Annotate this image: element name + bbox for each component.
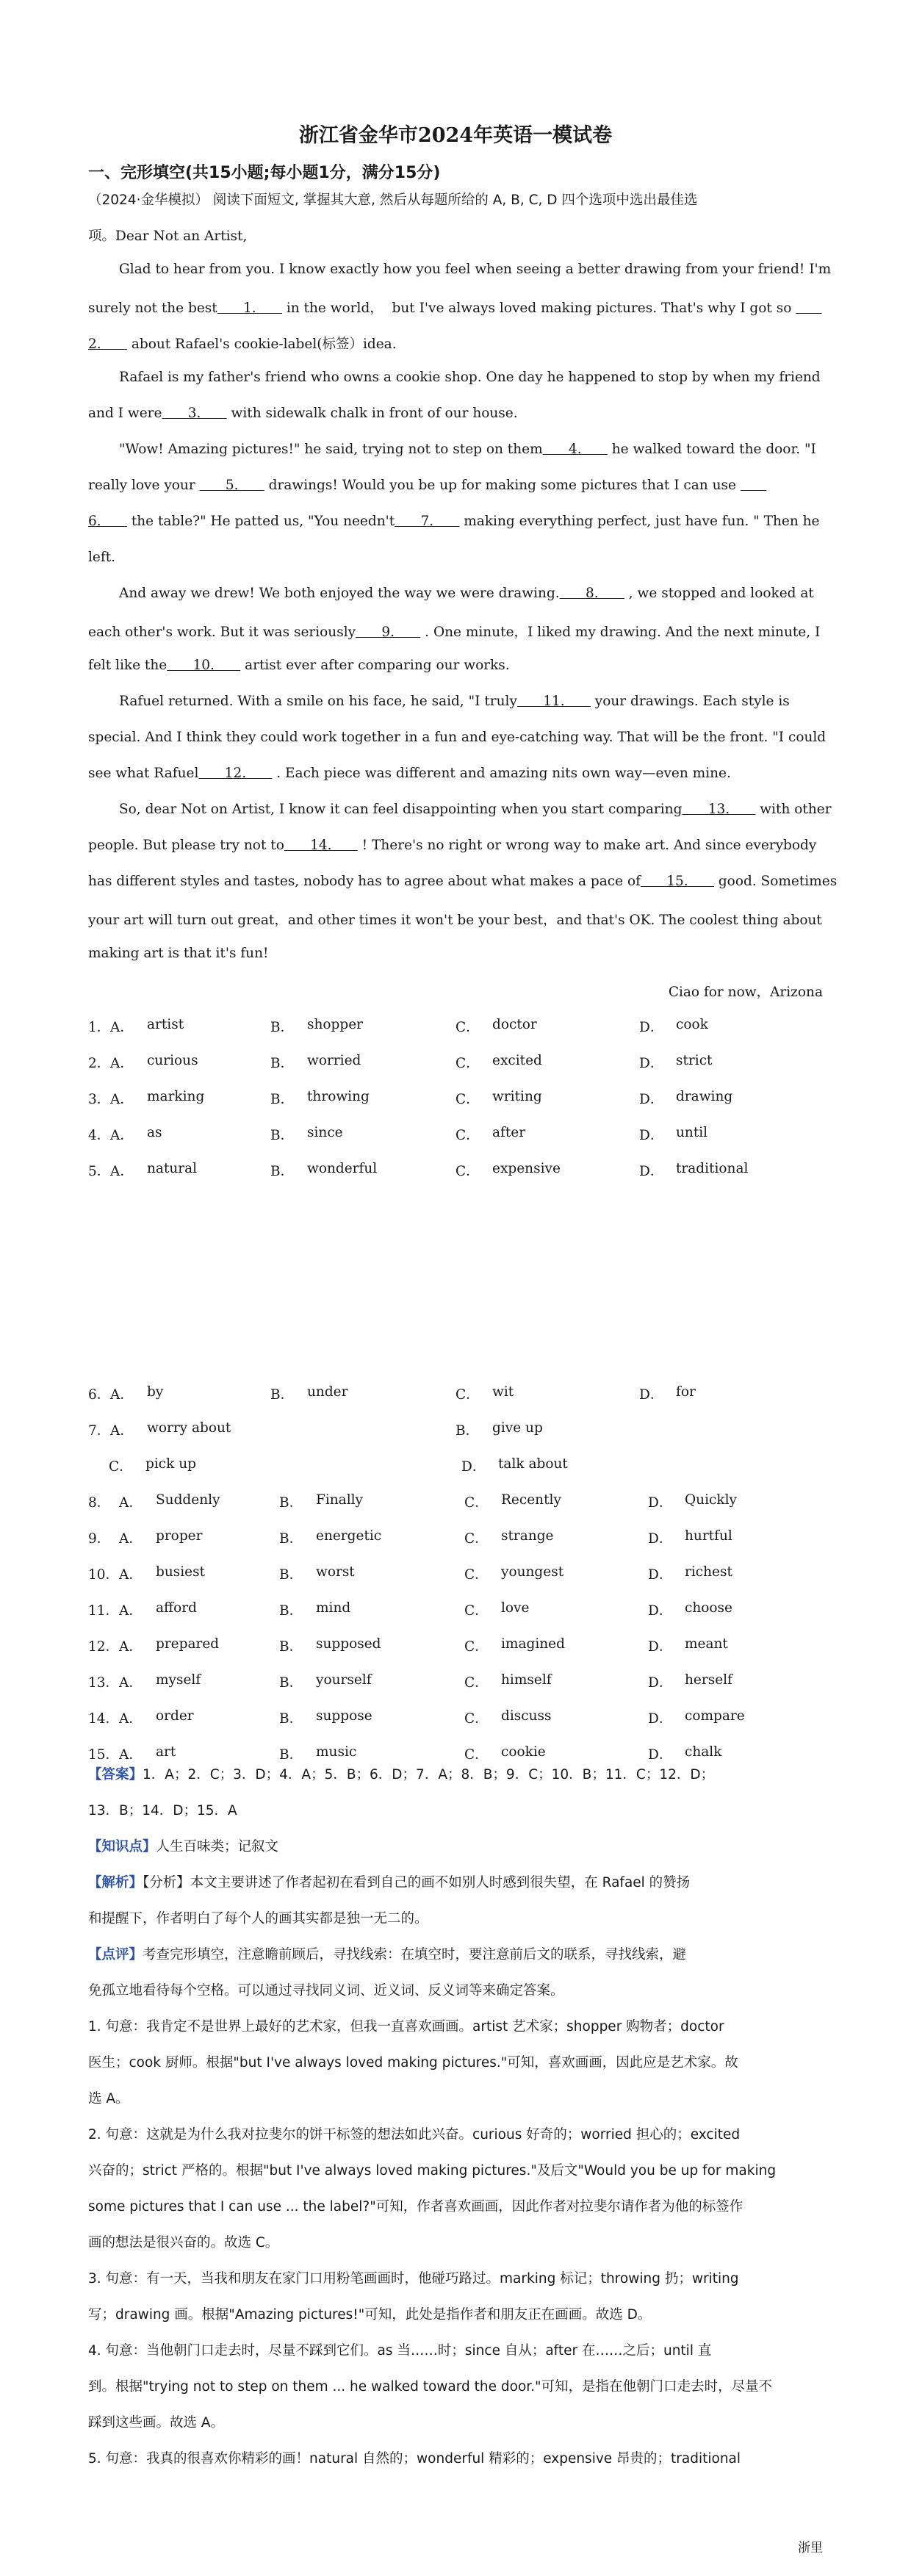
option-b: yourself xyxy=(316,1672,372,1688)
option-letter: D． xyxy=(648,1675,673,1691)
blank-7[interactable]: 7. xyxy=(395,514,460,529)
analysis-label: 【解析】 xyxy=(88,1875,143,1890)
option-letter: D． xyxy=(639,1056,664,1071)
passage-line xyxy=(88,658,510,673)
explanation-line: 兴奋的；strict 严格的。根据"but I've always loved making pictures."及后文"Would you be up for making xyxy=(88,2163,777,2179)
passage-text: ! There's no right or wrong way to make art. And since everybody xyxy=(357,838,817,853)
explanation-line: 3. 句意：有一天，当我和朋友在家门口用粉笔画画时，他碰巧路过。marking 标记；throwing 扔；writing xyxy=(88,2271,739,2287)
option-d: hurtful xyxy=(685,1528,732,1544)
option-letter: C． xyxy=(464,1711,489,1727)
passage-text: really love your xyxy=(88,478,200,493)
option-a: Suddenly xyxy=(156,1492,220,1508)
answer-text: 1．A；2．C；3．D；4．A；5．B；6．D；7．A；8．B；9．C；10．B；11．C；12．D； xyxy=(143,1767,715,1782)
question-number: 14． xyxy=(88,1711,120,1727)
blank-11[interactable]: 11. xyxy=(516,694,591,709)
question-number: 13． xyxy=(88,1675,120,1691)
option-letter: A． xyxy=(110,1020,134,1035)
passage-text: with other xyxy=(755,802,832,817)
blank-8[interactable]: 8. xyxy=(559,586,624,601)
option-letter: A． xyxy=(110,1423,134,1439)
option-d: chalk xyxy=(685,1744,722,1760)
passage-text: felt like the xyxy=(88,658,168,673)
passage-line: making art is that it's fun! xyxy=(88,946,269,961)
passage-text: he walked toward the door. "I xyxy=(607,442,816,457)
option-a: curious xyxy=(147,1053,198,1068)
instruction-line: 项。Dear Not an Artist, xyxy=(88,229,248,244)
option-a: worry about xyxy=(147,1420,231,1436)
passage-line xyxy=(88,514,820,529)
explanation-line: 写；drawing 画。根据"Amazing pictures!"可知，此处是指作者和朋友正在画画。故选 D。 xyxy=(88,2307,652,2323)
passage-line: special. And I think they could work together in a fun and eye-catching way. That will be the front. "I could xyxy=(88,730,827,745)
question-number: 9． xyxy=(88,1531,111,1547)
explanation-line: 2. 句意：这就是为什么我对拉斐尔的饼干标签的想法如此兴奋。curious 好奇的；worried 担心的；excited xyxy=(88,2127,741,2143)
answer-line xyxy=(88,1764,714,1783)
passage-text: each other's work. But it was seriously xyxy=(88,625,356,640)
blank-5[interactable]: 5. xyxy=(199,478,264,493)
signoff: Ciao for now，Arizona xyxy=(668,985,823,1000)
passage-text: and I were xyxy=(88,406,162,421)
passage-line xyxy=(88,766,731,781)
question-number: 8． xyxy=(88,1495,111,1511)
option-a: marking xyxy=(147,1089,205,1104)
option-c: after xyxy=(492,1125,526,1140)
option-d: richest xyxy=(685,1564,732,1580)
option-a: natural xyxy=(147,1161,198,1176)
option-letter: D． xyxy=(639,1128,664,1143)
option-b: Finally xyxy=(316,1492,363,1508)
blank-3[interactable]: 3. xyxy=(162,406,227,421)
option-d: cook xyxy=(676,1017,708,1032)
option-letter: B． xyxy=(279,1567,303,1583)
passage-text: "Wow! Amazing pictures!" he said, trying not to step on them xyxy=(119,442,543,457)
option-letter: B． xyxy=(270,1128,295,1143)
passage-text: So, dear Not on Artist, I know it can feel disappointing when you start comparing xyxy=(119,802,683,817)
option-d: until xyxy=(676,1125,708,1140)
question-number: 4． xyxy=(88,1128,111,1143)
passage-text: Rafuel returned. With a smile on his face, he said, "I truly xyxy=(119,694,517,709)
option-letter: C． xyxy=(464,1639,489,1655)
explanation-line: 选 A。 xyxy=(88,2091,129,2107)
option-letter: D． xyxy=(639,1164,664,1179)
option-c: wit xyxy=(492,1384,514,1400)
option-letter: C． xyxy=(455,1020,480,1035)
blank-12[interactable]: 12. xyxy=(198,766,273,781)
option-letter: C． xyxy=(464,1495,489,1511)
option-c: Recently xyxy=(501,1492,561,1508)
passage-text: And away we drew! We both enjoyed the way we were drawing. xyxy=(119,586,560,601)
option-d: herself xyxy=(685,1672,732,1688)
option-letter: B． xyxy=(279,1531,303,1547)
option-c: strange xyxy=(501,1528,554,1544)
blank-6[interactable]: 6. xyxy=(88,514,127,529)
option-a: proper xyxy=(156,1528,203,1544)
option-c: himself xyxy=(501,1672,552,1688)
option-letter: A． xyxy=(119,1639,143,1655)
question-number: 7． xyxy=(88,1423,111,1439)
option-a: art xyxy=(156,1744,176,1760)
option-letter: C． xyxy=(455,1056,480,1071)
passage-line xyxy=(88,334,397,353)
option-letter: D． xyxy=(461,1459,486,1475)
option-c: excited xyxy=(492,1053,542,1068)
option-letter: C． xyxy=(464,1531,489,1547)
passage-text: your drawings. Each style is xyxy=(590,694,790,709)
knowledge-text: 人生百味类；记叙文 xyxy=(156,1839,279,1854)
passage-line xyxy=(119,802,832,817)
option-b: since xyxy=(307,1125,343,1140)
blank-13[interactable]: 13. xyxy=(682,802,756,817)
option-letter: D． xyxy=(648,1495,673,1511)
option-c: cookie xyxy=(501,1744,546,1760)
option-letter: C． xyxy=(109,1459,133,1475)
option-b: music xyxy=(316,1744,357,1760)
option-letter: C． xyxy=(464,1675,489,1691)
option-letter: D． xyxy=(648,1531,673,1547)
explanation-line: 踩到这些画。故选 A。 xyxy=(88,2415,225,2431)
option-b: wonderful xyxy=(307,1161,378,1176)
passage-text: . One minute，I liked my drawing. And the next minute, I xyxy=(420,625,821,640)
option-letter: B． xyxy=(270,1092,295,1107)
option-letter: D． xyxy=(648,1603,673,1619)
passage-line xyxy=(88,406,518,421)
instruction-line: （2024·金华模拟） 阅读下面短文, 掌握其大意, 然后从每题所给的 A, B, C, D 四个选项中选出最佳选 xyxy=(88,193,698,208)
option-a: prepared xyxy=(156,1636,220,1652)
passage-text: surely not the best xyxy=(88,301,217,316)
option-b: shopper xyxy=(307,1017,364,1032)
question-number: 6． xyxy=(88,1387,111,1403)
passage-text: has different styles and tastes, nobody has to agree about what makes a pace of xyxy=(88,874,641,889)
section-heading: 一、完形填空(共15小题;每小题1分，满分15分) xyxy=(88,164,441,182)
option-b: worried xyxy=(307,1053,361,1068)
passage-text: the table?" He patted us, "You needn't xyxy=(126,514,395,529)
option-letter: C． xyxy=(464,1567,489,1583)
question-number: 10． xyxy=(88,1567,120,1583)
option-letter: C． xyxy=(464,1747,489,1763)
blank-4[interactable]: 4. xyxy=(542,442,608,457)
option-letter: D． xyxy=(648,1639,673,1655)
option-letter: A． xyxy=(119,1603,143,1619)
option-letter: D． xyxy=(648,1567,673,1583)
option-letter: D． xyxy=(639,1387,664,1403)
option-letter: A． xyxy=(110,1056,134,1071)
option-a: artist xyxy=(147,1017,184,1032)
passage-text: , we stopped and looked at xyxy=(624,586,814,601)
option-b: energetic xyxy=(316,1528,382,1544)
option-letter: A． xyxy=(119,1567,143,1583)
question-number: 12． xyxy=(88,1639,120,1655)
option-letter: B． xyxy=(279,1495,303,1511)
explanation-line: 5. 句意：我真的很喜欢你精彩的画！natural 自然的；wonderful 精彩的；expensive 昂贵的；traditional xyxy=(88,2451,741,2467)
option-b: under xyxy=(307,1384,348,1400)
option-letter: D． xyxy=(639,1092,664,1107)
explanation-line: 4. 句意：当他朝门口走去时，尽量不踩到它们。as 当……时；since 自从；after 在……之后；until 直 xyxy=(88,2343,712,2359)
option-letter: D． xyxy=(648,1711,673,1727)
option-c: love xyxy=(501,1600,530,1616)
option-letter: B． xyxy=(279,1747,303,1763)
option-c: discuss xyxy=(501,1708,552,1724)
option-c: writing xyxy=(492,1089,542,1104)
option-letter: A． xyxy=(119,1495,143,1511)
option-d: strict xyxy=(676,1053,713,1068)
blank-10[interactable]: 10. xyxy=(167,658,241,673)
knowledge-label: 【知识点】 xyxy=(88,1839,156,1854)
option-letter: B． xyxy=(455,1423,480,1439)
passage-text: see what Rafuel xyxy=(88,766,199,781)
option-d: compare xyxy=(685,1708,745,1724)
option-b: mind xyxy=(316,1600,351,1616)
passage-line xyxy=(88,478,766,493)
blank-1[interactable]: 1. xyxy=(217,301,282,316)
passage-text: good. Sometimes xyxy=(713,874,838,889)
explanation-line: 画的想法是很兴奋的。故选 C。 xyxy=(88,2235,279,2251)
option-d: talk about xyxy=(498,1456,568,1472)
passage-line xyxy=(88,622,820,641)
option-letter: A． xyxy=(119,1711,143,1727)
passage-line: Glad to hear from you. I know exactly how you feel when seeing a better drawing from your friend! I'm xyxy=(119,262,832,277)
option-b: suppose xyxy=(316,1708,372,1724)
option-letter: B． xyxy=(270,1056,295,1071)
option-a: myself xyxy=(156,1672,201,1688)
option-letter: B． xyxy=(270,1387,295,1403)
passage-line xyxy=(119,586,814,601)
answer-line: 13．B；14．D；15．A xyxy=(88,1803,237,1818)
option-d: Quickly xyxy=(685,1492,737,1508)
passage-line: left. xyxy=(88,550,116,565)
option-c: doctor xyxy=(492,1017,537,1032)
passage-text: about Rafael's cookie-label(标签）idea. xyxy=(126,337,397,352)
option-letter: C． xyxy=(455,1164,480,1179)
option-c: imagined xyxy=(501,1636,565,1652)
question-number: 1． xyxy=(88,1020,111,1035)
comment-text: 考查完形填空，注意瞻前顾后，寻找线索：在填空时，要注意前后文的联系，寻找线索，避 xyxy=(143,1947,687,1962)
option-b: worst xyxy=(316,1564,355,1580)
passage-text: artist ever after comparing our works. xyxy=(240,658,510,673)
option-letter: D． xyxy=(639,1020,664,1035)
option-letter: C． xyxy=(455,1387,480,1403)
question-number: 11． xyxy=(88,1603,120,1619)
option-c: pick up xyxy=(145,1456,196,1472)
explanation-line: 到。根据"trying not to step on them ... he walked toward the door."可知，是指在他朝门口走去时，尽量不 xyxy=(88,2379,773,2395)
option-letter: B． xyxy=(270,1020,295,1035)
option-d: traditional xyxy=(676,1161,749,1176)
option-a: as xyxy=(147,1125,162,1140)
explanation-line: 1. 句意：我肯定不是世界上最好的艺术家，但我一直喜欢画画。artist 艺术家；shopper 购物者；doctor xyxy=(88,2019,724,2034)
analysis-line: 和提醒下，作者明白了每个人的画其实都是独一无二的。 xyxy=(88,1911,428,1926)
blank-2-tail[interactable] xyxy=(796,301,821,316)
question-number: 15． xyxy=(88,1747,120,1763)
option-a: by xyxy=(147,1384,164,1400)
option-letter: B． xyxy=(270,1164,295,1179)
option-b: throwing xyxy=(307,1089,370,1104)
blank-9[interactable]: 9. xyxy=(356,625,421,640)
passage-line: Rafael is my father's friend who owns a cookie shop. One day he happened to stop by when my friend xyxy=(119,370,821,385)
option-letter: A． xyxy=(110,1128,134,1143)
blank-15[interactable]: 15. xyxy=(640,874,714,889)
passage-text: people. But please try not to xyxy=(88,838,284,853)
passage-line xyxy=(88,838,816,853)
option-c: youngest xyxy=(501,1564,564,1580)
option-letter: A． xyxy=(119,1531,143,1547)
comment-label: 【点评】 xyxy=(88,1947,143,1962)
blank-2[interactable]: 2. xyxy=(88,337,127,352)
option-letter: A． xyxy=(110,1387,134,1403)
passage-text: with sidewalk chalk in front of our house. xyxy=(226,406,518,421)
option-letter: C． xyxy=(455,1092,480,1107)
answer-label: 【答案】 xyxy=(88,1767,143,1782)
analysis-line xyxy=(88,1872,690,1891)
comment-line: 免孤立地看待每个空格。可以通过寻找同义词、近义词、反义词等来确定答案。 xyxy=(88,1983,564,1998)
explanation-line: 医生；cook 厨师。根据"but I've always loved making pictures."可知，喜欢画画，因此应是艺术家。故 xyxy=(88,2055,738,2070)
option-d: meant xyxy=(685,1636,728,1652)
option-letter: B． xyxy=(279,1675,303,1691)
question-number: 3． xyxy=(88,1092,111,1107)
option-letter: A． xyxy=(110,1092,134,1107)
explanation-line: some pictures that I can use ... the label?"可知，作者喜欢画画，因此作者对拉斐尔请作者为他的标签作 xyxy=(88,2199,743,2215)
option-letter: B． xyxy=(279,1639,303,1655)
analysis-text: 【分析】本文主要讲述了作者起初在看到自己的画不如别人时感到很失望，在 Rafael 的赞扬 xyxy=(143,1875,691,1890)
question-number: 5． xyxy=(88,1164,111,1179)
passage-line xyxy=(119,694,790,709)
option-letter: C． xyxy=(455,1128,480,1143)
blank-6-tail[interactable] xyxy=(741,478,766,493)
option-letter: B． xyxy=(279,1711,303,1727)
option-d: for xyxy=(676,1384,696,1400)
passage-text: in the world， but I've always loved making pictures. That's why I got so xyxy=(281,301,796,316)
passage-line xyxy=(119,442,816,457)
option-letter: A． xyxy=(119,1675,143,1691)
passage-line: your art will turn out great，and other times it won't be your best，and that's OK. The coolest thing about xyxy=(88,913,822,928)
option-letter: D． xyxy=(648,1747,673,1763)
option-b: give up xyxy=(492,1420,543,1436)
passage-text: drawings! Would you be up for making some pictures that I can use xyxy=(264,478,741,493)
page-footer: 浙里 xyxy=(798,2541,823,2555)
blank-14[interactable]: 14. xyxy=(284,838,358,853)
knowledge-line xyxy=(88,1836,278,1855)
option-a: busiest xyxy=(156,1564,206,1580)
page-title: 浙江省金华市2024年英语一模试卷 xyxy=(298,124,613,147)
passage-line xyxy=(88,874,837,889)
option-a: order xyxy=(156,1708,194,1724)
option-a: afford xyxy=(156,1600,197,1616)
passage-text: . Each piece was different and amazing nits own way—even mine. xyxy=(272,766,731,781)
comment-line xyxy=(88,1944,686,1963)
option-letter: B． xyxy=(279,1603,303,1619)
passage-text: making everything perfect, just have fun. " Then he xyxy=(459,514,820,529)
option-c: expensive xyxy=(492,1161,561,1176)
passage-line xyxy=(88,298,822,317)
option-letter: A． xyxy=(119,1747,143,1763)
option-b: supposed xyxy=(316,1636,381,1652)
option-d: drawing xyxy=(676,1089,733,1104)
option-letter: C． xyxy=(464,1603,489,1619)
option-letter: A． xyxy=(110,1164,134,1179)
option-d: choose xyxy=(685,1600,732,1616)
question-number: 2． xyxy=(88,1056,111,1071)
